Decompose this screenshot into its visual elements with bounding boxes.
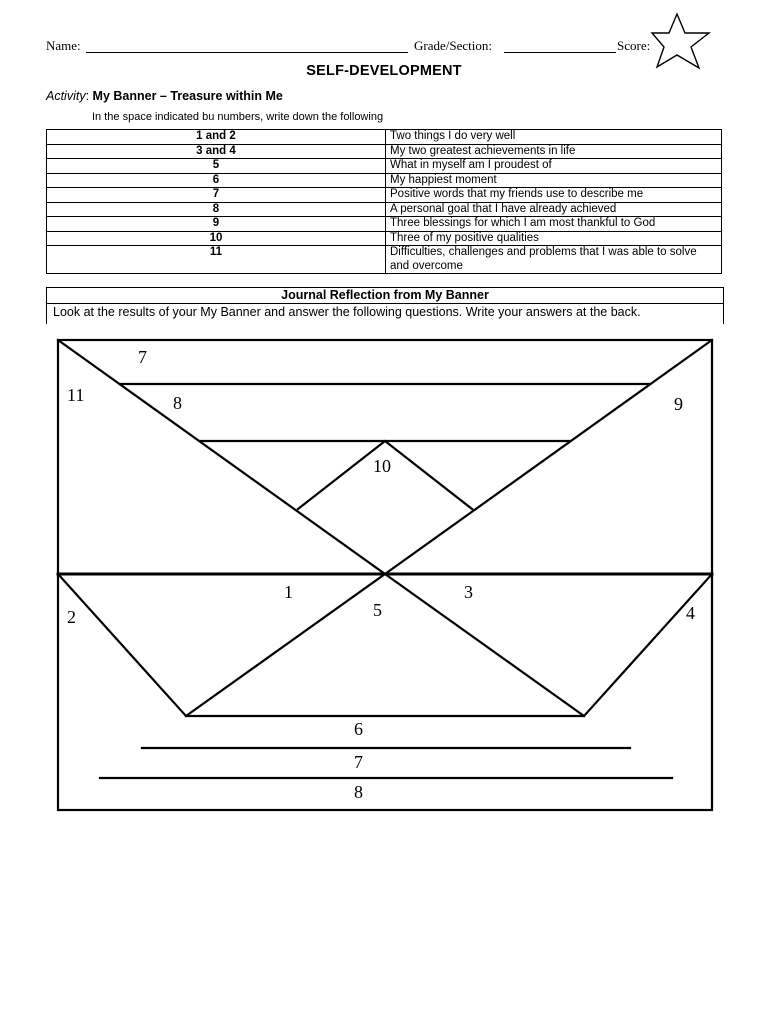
journal-title: Journal Reflection from My Banner — [47, 288, 723, 304]
table-row — [47, 173, 722, 188]
table-row — [47, 246, 722, 274]
item-description: Positive words that my friends use to describe me — [386, 188, 722, 203]
item-description: Two things I do very well — [386, 130, 722, 145]
name-blank[interactable] — [86, 52, 408, 53]
item-description: Three blessings for which I am most thankful to God — [386, 217, 722, 232]
table-row — [47, 188, 722, 203]
banner-label-6: 6 — [354, 719, 363, 739]
item-description: What in myself am I proudest of — [386, 159, 722, 174]
banner-diagonal-right — [385, 340, 712, 574]
journal-instructions: Look at the results of your My Banner and answer the following questions. Write your answers at the back. — [53, 305, 641, 319]
activity-label: Activity — [46, 89, 86, 103]
banner-label-8-top: 8 — [173, 393, 182, 413]
table-row — [47, 231, 722, 246]
banner-label-11: 11 — [67, 385, 85, 405]
banner-label-8-bottom: 8 — [354, 782, 363, 802]
item-number: 6 — [47, 173, 386, 188]
instruction-text: In the space indicated bu numbers, write down the following — [92, 111, 384, 123]
table-row — [47, 144, 722, 159]
banner-diagonal-left — [58, 340, 385, 574]
banner-center-right-slant — [385, 574, 584, 716]
banner-label-7-bottom: 7 — [354, 752, 363, 772]
banner-label-10: 10 — [373, 456, 391, 476]
item-number: 10 — [47, 231, 386, 246]
banner-items-table — [46, 129, 722, 274]
grade-section-label: Grade/Section: — [414, 38, 492, 53]
item-number: 5 — [47, 159, 386, 174]
table-row — [47, 217, 722, 232]
banner-label-1: 1 — [284, 582, 293, 602]
student-info-line — [46, 38, 666, 60]
grade-section-blank[interactable] — [504, 52, 616, 53]
banner-label-3: 3 — [464, 582, 473, 602]
item-number: 7 — [47, 188, 386, 203]
item-number: 3 and 4 — [47, 144, 386, 159]
item-number: 8 — [47, 202, 386, 217]
banner-label-9: 9 — [674, 394, 683, 414]
item-description: A personal goal that I have already achieved — [386, 202, 722, 217]
item-description: Three of my positive qualities — [386, 231, 722, 246]
table-row — [47, 202, 722, 217]
banner-label-2: 2 — [67, 607, 76, 627]
table-row — [47, 130, 722, 145]
item-description: Difficulties, challenges and problems that I was able to solve and overcome — [386, 246, 722, 274]
activity-separator: : — [85, 89, 93, 103]
journal-reflection-box — [46, 287, 724, 324]
name-label: Name: — [46, 38, 81, 53]
activity-line — [46, 89, 283, 103]
score-label: Score: — [617, 38, 651, 53]
activity-name: My Banner – Treasure within Me — [92, 89, 283, 103]
banner-label-5: 5 — [373, 600, 382, 620]
banner-right-slant — [584, 574, 712, 716]
page-title: SELF-DEVELOPMENT — [306, 63, 462, 79]
banner-label-7-top: 7 — [138, 347, 147, 367]
banner-label-4: 4 — [686, 603, 695, 623]
banner-diagram — [54, 336, 716, 816]
item-number: 11 — [47, 246, 386, 274]
item-description: My two greatest achievements in life — [386, 144, 722, 159]
item-number: 1 and 2 — [47, 130, 386, 145]
item-description: My happiest moment — [386, 173, 722, 188]
table-row — [47, 159, 722, 174]
banner-left-slant — [58, 574, 186, 716]
item-number: 9 — [47, 217, 386, 232]
